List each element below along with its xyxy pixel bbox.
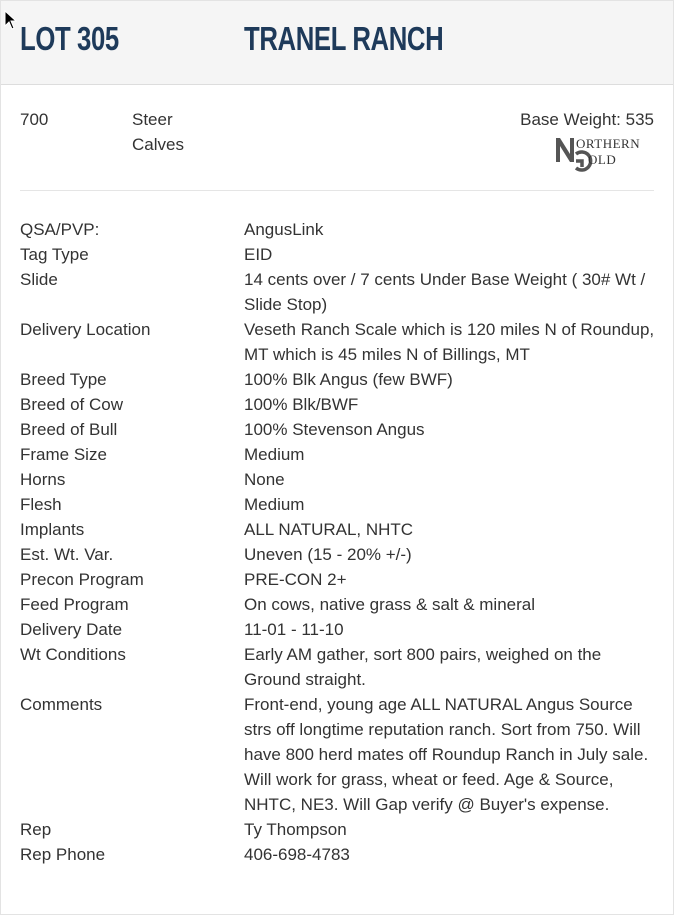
lot-summary — [20, 85, 654, 191]
detail-row — [20, 367, 660, 392]
detail-row — [20, 217, 660, 242]
detail-label: Frame Size — [20, 445, 107, 464]
detail-label: Wt Conditions — [20, 645, 126, 664]
detail-label: Slide — [20, 270, 58, 289]
detail-label: Rep Phone — [20, 845, 106, 864]
detail-row — [20, 817, 660, 842]
detail-value: 100% Blk/BWF — [244, 395, 359, 414]
detail-label: Precon Program — [20, 570, 144, 589]
detail-label: Breed of Cow — [20, 395, 123, 414]
detail-value: Veseth Ranch Scale which is 120 miles N of Roundup, MT which is 45 miles N of Billings, MT — [244, 320, 655, 364]
detail-row — [20, 417, 660, 442]
detail-label: QSA/PVP: — [20, 220, 100, 239]
northern-gold-logo — [554, 134, 654, 172]
detail-row — [20, 467, 660, 492]
detail-value: Uneven (15 - 20% +/-) — [244, 545, 412, 564]
detail-row — [20, 442, 660, 467]
detail-value: On cows, native grass & salt & mineral — [244, 595, 536, 614]
detail-value: AngusLink — [244, 220, 324, 239]
detail-row — [20, 642, 660, 692]
detail-value: Ty Thompson — [244, 820, 347, 839]
detail-row — [20, 517, 660, 542]
ranch-name: TRANEL RANCH — [244, 20, 444, 57]
svg-text:OLD: OLD — [588, 152, 617, 167]
detail-label: Implants — [20, 520, 85, 539]
svg-text:ORTHERN: ORTHERN — [576, 136, 641, 151]
detail-value: Front-end, young age ALL NATURAL Angus Source strs off longtime reputation ranch. Sort from 750. Will have 800 herd mates off Roundup Ranch in July sale. Will work for grass, wheat or feed. Age & Source, NHTC, NE3. Will Gap verify @ Buyer's expense. — [244, 695, 649, 814]
detail-row — [20, 617, 660, 642]
detail-label: Horns — [20, 470, 66, 489]
detail-value: 11-01 - 11-10 — [244, 620, 344, 639]
detail-value: None — [244, 470, 285, 489]
detail-label: Rep — [20, 820, 52, 839]
detail-row — [20, 242, 660, 267]
head-count: 700 — [20, 110, 49, 129]
cattle-description: Steer Calves — [132, 110, 184, 154]
detail-row — [20, 392, 660, 417]
detail-row — [20, 267, 660, 317]
detail-value: EID — [244, 245, 273, 264]
detail-row — [20, 317, 660, 367]
detail-label: Breed of Bull — [20, 420, 118, 439]
detail-value: PRE-CON 2+ — [244, 570, 347, 589]
lot-header — [1, 1, 673, 85]
detail-value: 100% Stevenson Angus — [244, 420, 425, 439]
detail-value: Medium — [244, 495, 305, 514]
lot-details — [20, 217, 660, 867]
detail-label: Feed Program — [20, 595, 129, 614]
detail-value: Medium — [244, 445, 305, 464]
detail-label: Est. Wt. Var. — [20, 545, 114, 564]
detail-row — [20, 567, 660, 592]
detail-label: Flesh — [20, 495, 62, 514]
detail-label: Delivery Date — [20, 620, 123, 639]
detail-value: ALL NATURAL, NHTC — [244, 520, 414, 539]
detail-row — [20, 542, 660, 567]
detail-label: Breed Type — [20, 370, 107, 389]
base-weight: Base Weight: 535 — [520, 110, 654, 129]
detail-label: Tag Type — [20, 245, 89, 264]
detail-value: Early AM gather, sort 800 pairs, weighed on the Ground straight. — [244, 645, 602, 689]
detail-label: Comments — [20, 695, 103, 714]
detail-label: Delivery Location — [20, 320, 151, 339]
lot-number: LOT 305 — [20, 20, 119, 57]
mouse-cursor-icon — [4, 10, 18, 30]
detail-row — [20, 492, 660, 517]
detail-value: 100% Blk Angus (few BWF) — [244, 370, 453, 389]
detail-row — [20, 692, 660, 817]
detail-row — [20, 592, 660, 617]
detail-value: 406-698-4783 — [244, 845, 350, 864]
detail-row — [20, 842, 660, 867]
detail-value: 14 cents over / 7 cents Under Base Weight ( 30# Wt / Slide Stop) — [244, 270, 646, 314]
